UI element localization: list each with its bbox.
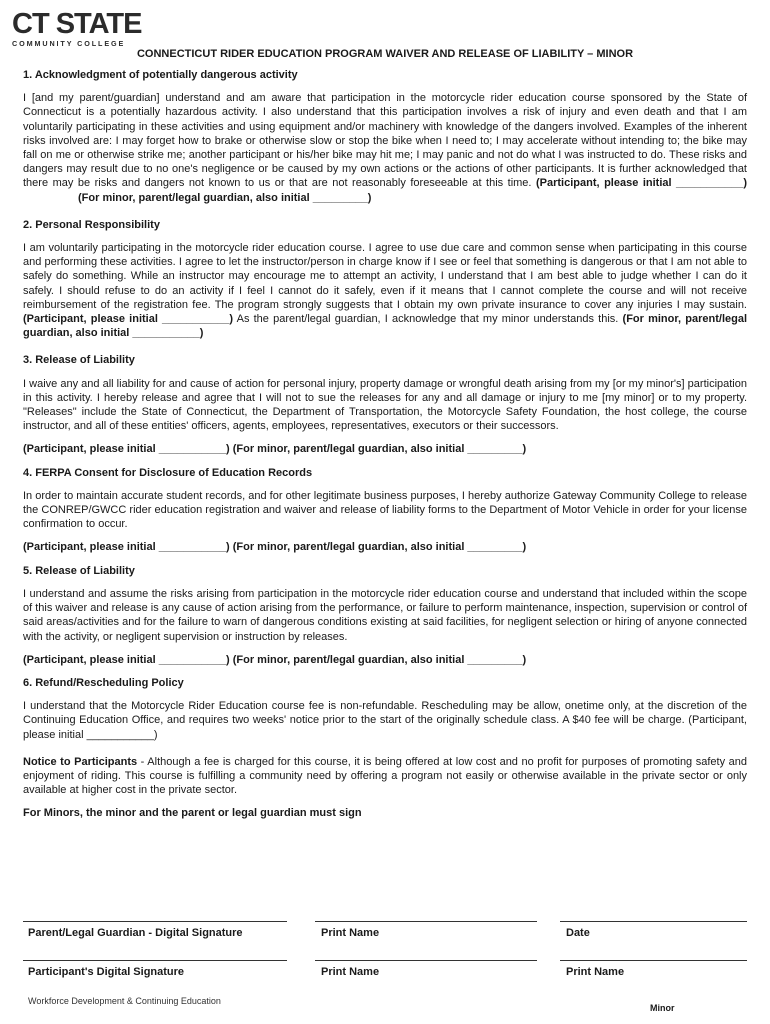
section-2-participant-initial[interactable]: (Participant, please initial ___________) — [23, 313, 234, 326]
print-name-1-line[interactable] — [315, 921, 537, 922]
notice-text: - Although a fee is charged for this course, it is being offered at low cost and no profit for purposes of promoting safety and enjoyment of riding. This course is fulfilling a community need by offering a program not easily or otherwise available in the private sector or only available at higher cost in the private sector. — [23, 755, 748, 797]
section-4-initials[interactable]: (Participant, please initial ___________) (For minor, parent/legal guardian, also initial _________) — [23, 541, 527, 554]
minors-note: For Minors, the minor and the parent or legal guardian must sign — [23, 807, 362, 820]
notice-paragraph — [23, 755, 747, 798]
section-1-participant-initial[interactable]: (Participant, please initial ___________) — [536, 177, 748, 190]
print-name-1-label: Print Name — [321, 927, 380, 939]
section-2-heading: 2. Personal Responsibility — [23, 218, 160, 231]
section-3-heading: 3. Release of Liability — [23, 354, 135, 367]
section-3-body: I waive any and all liability for and cause of action for personal injury, property damage or wrongful death arising from my [or my minor's] participation in this activity. I hereby release and agree that I will not to sue the releases for any and all damage or injury to me [my minor] or to my property. "Releases" include the State of Connecticut, the Department of Transportation, the Motorcycle Safety Foundation, the host college, the course instructor, and all of these entities' officers, agents, employees, representatives, executors or their successors. — [23, 377, 747, 433]
section-5-initials[interactable]: (Participant, please initial ___________) (For minor, parent/legal guardian, also initial _________) — [23, 653, 527, 666]
waiver-body — [23, 68, 747, 830]
section-1-guardian-initial-blank[interactable]: _________) — [312, 191, 372, 204]
section-2-guardian-initial[interactable]: (For minor, parent/legal guardian, also initial ___________) — [23, 313, 748, 340]
footer-department: Workforce Development & Continuing Education — [28, 996, 221, 1006]
footer-minor: Minor — [650, 1003, 675, 1013]
print-name-2-line[interactable] — [315, 960, 537, 961]
section-5-body: I understand and assume the risks arising from participation in the motorcycle rider education course and understand that included within the scope of this waiver and release is any cause of action arising from the performance, or failure to perform maintenance, inspection, supervision or control of said areas/activities and for the failure to warn of dangerous conditions existing at said facilities, for negligent selection or hiring of anyone connected with the activity, or negligent supervision or instruction by releases. — [23, 587, 747, 643]
participant-signature-line[interactable] — [23, 960, 287, 961]
section-2-guardian-ack: As the parent/legal guardian, I acknowledge that my minor understands this. — [236, 313, 619, 326]
participant-signature-label: Participant's Digital Signature — [28, 966, 185, 978]
section-6-heading: 6. Refund/Rescheduling Policy — [23, 676, 184, 689]
print-name-3-line[interactable] — [560, 960, 747, 961]
section-6-body: I understand that the Motorcycle Rider Education course fee is non-refundable. Rescheduling may be allow, onetime only, at the discretion of the Continuing Education Office, and requires two weeks' notice prior to the start of the originally schedule class. A $40 fee will be charge. (Participant, please initial ___________) — [23, 700, 747, 741]
guardian-signature-line[interactable] — [23, 921, 287, 922]
section-1-heading: 1. Acknowledgment of potentially dangerous activity — [23, 69, 298, 81]
form-title: CONNECTICUT RIDER EDUCATION PROGRAM WAIVER AND RELEASE OF LIABILITY – MINOR — [136, 48, 634, 60]
print-name-2-label: Print Name — [321, 966, 380, 978]
section-1-text: I [and my parent/guardian] understand and am aware that participation in the motorcycle rider education course sponsored by the State of Connecticut is a potentially hazardous activity. I also understand that this participation involves a risk of injury and even death and that I am voluntarily participating in these activities and using equipment and/or machinery with knowledge of the dangers involved. Examples of the inherent risks involved are: I may forget how to brake or otherwise slow or stop the bike when I need to; I may accelerate without intending to; the bike may fall on me or otherwise strike me; another participant or his/her bike may hit me; I may panic and not do what I was instructed to do. These risks and dangers may result due to no one's negligence or be caused by my own actions or the actions of other participants. It is further acknowledged that there may be risks and dangers not known to us or that are not reasonably foreseeable at this time. — [23, 92, 747, 190]
section-4-body: In order to maintain accurate student records, and for other legitimate business purposes, I hereby authorize Gateway Community College to release the CONREP/GWCC rider education registration and waiver and release of liability forms to the Department of Motor Vehicle in order for your license confirmation to occur. — [23, 489, 747, 531]
section-3-initials[interactable]: (Participant, please initial ___________) (For minor, parent/legal guardian, also initial _________) — [23, 443, 527, 456]
section-4-heading: 4. FERPA Consent for Disclosure of Education Records — [23, 466, 313, 479]
section-5-heading: 5. Release of Liability — [23, 564, 135, 577]
section-2-body — [23, 241, 747, 340]
print-name-3-label: Print Name — [566, 966, 625, 978]
section-1-body — [23, 91, 747, 205]
guardian-signature-label: Parent/Legal Guardian - Digital Signature — [28, 927, 243, 939]
date-line[interactable] — [560, 921, 747, 922]
notice-label: Notice to Participants — [23, 755, 138, 768]
logo-sub-text: COMMUNITY COLLEGE — [12, 39, 126, 48]
logo-main-text: CT STATE — [12, 8, 142, 40]
section-2-text: I am voluntarily participating in the motorcycle rider education course. I agree to use due care and common sense when participating in this course and performing these activities. I agree to let the instructor/person in charge know if I see or feel that something is dangerous or that I am not able to safely do something. While an instructor may encourage me to attempt an activity, I understand that I am best able to judge whether I can do it safely. I should refuse to do an activity if I feel I cannot do it safely, even if it means that I cannot complete the course and will not receive reimbursement of the registration fee. The program strongly suggests that I obtain my own private insurance to cover any injuries I may sustain. — [23, 242, 747, 311]
date-label: Date — [566, 927, 590, 939]
section-1-guardian-initial[interactable]: (For minor, parent/legal guardian, also initial — [78, 191, 310, 204]
college-logo — [12, 10, 141, 48]
